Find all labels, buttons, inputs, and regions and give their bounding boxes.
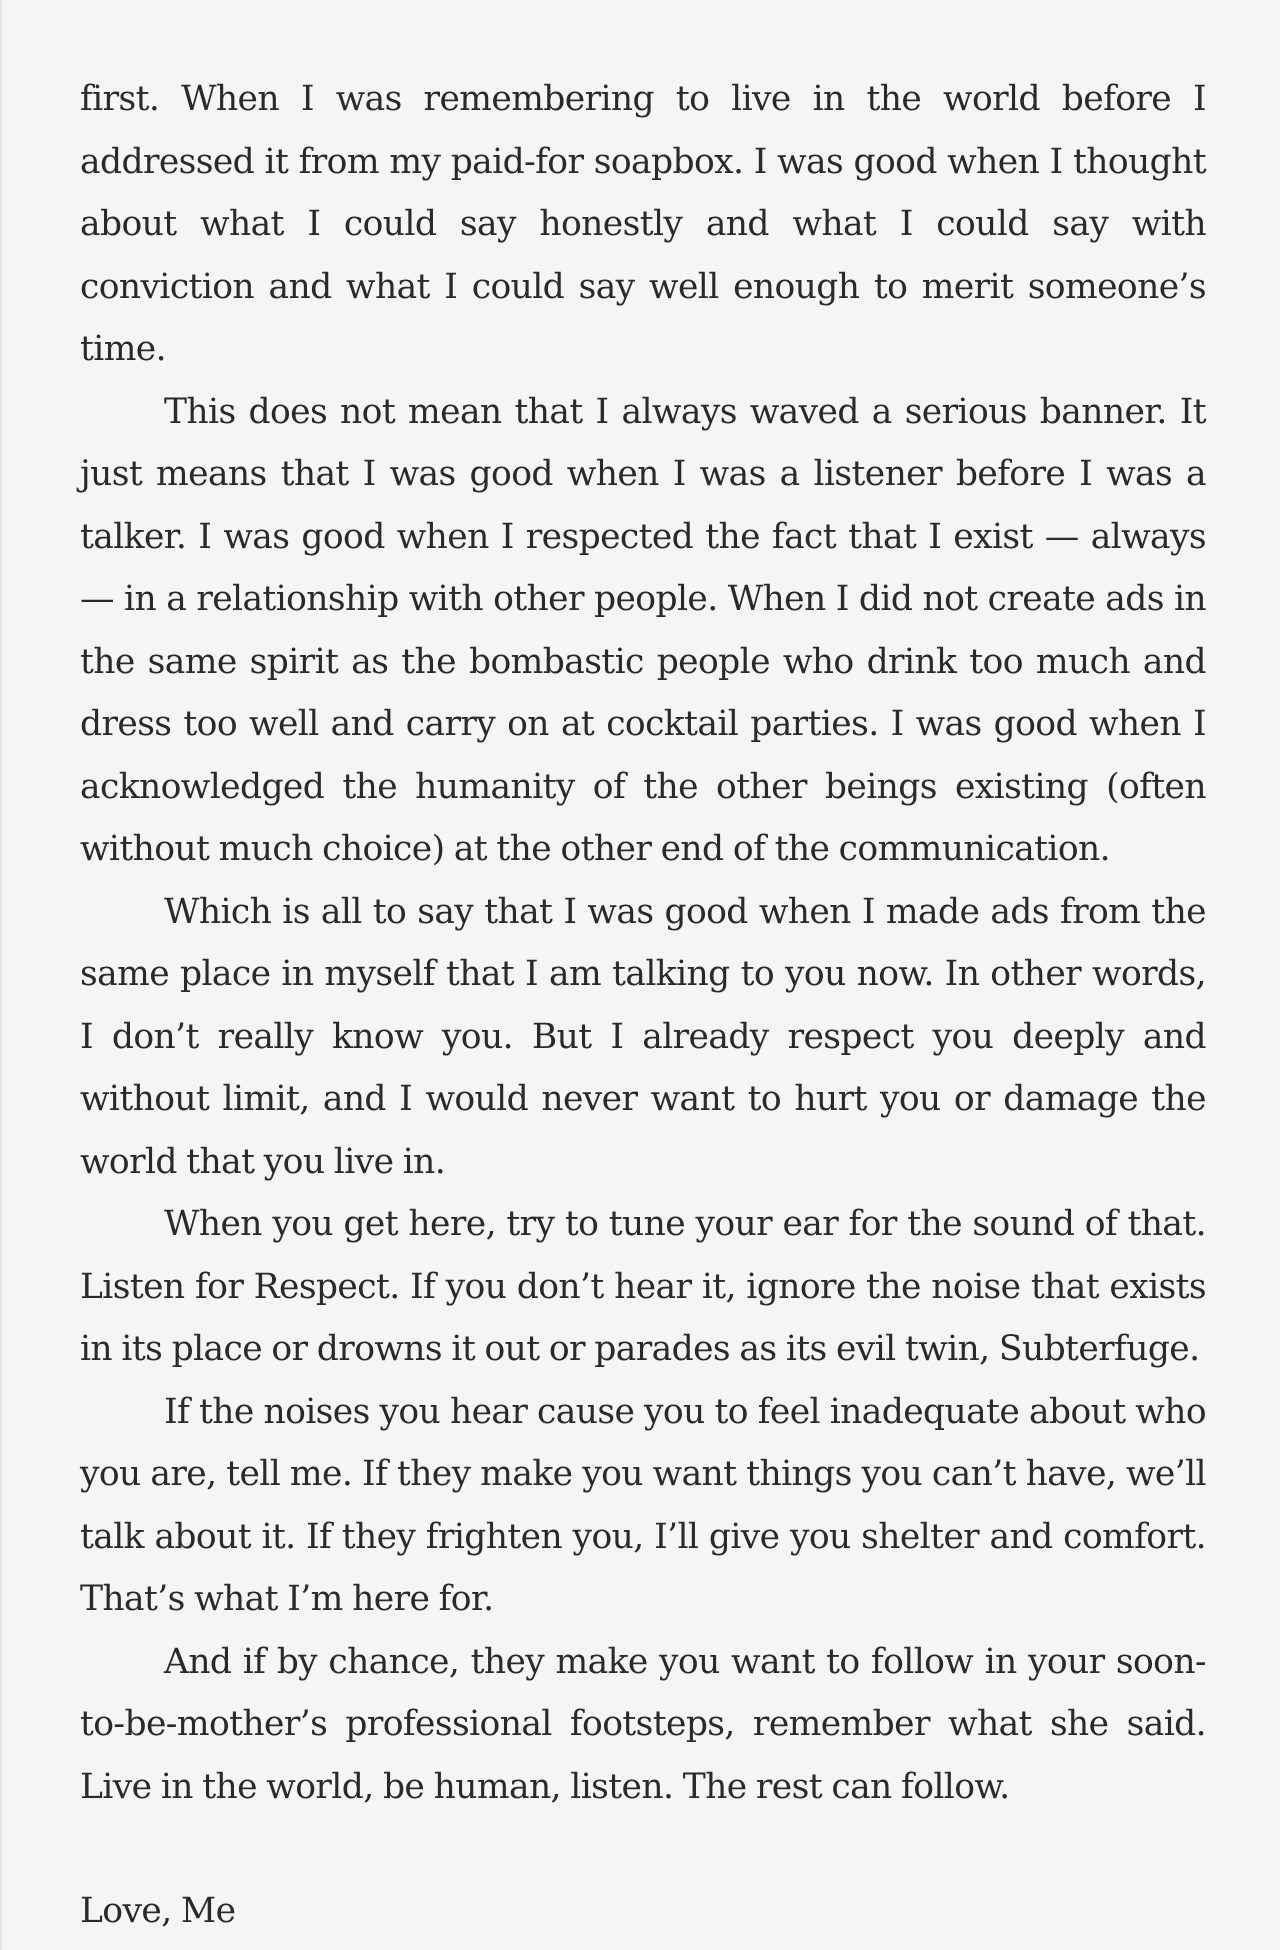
signoff: Love, Me [80, 1891, 236, 1931]
paragraph-6: And if by chance, they make you want to follow in your soon-to-be-mother’s professional footsteps, remember what she said. Live in the world, be human, listen. The rest can follow. [80, 1641, 1206, 1807]
paragraph-3: Which is all to say that I was good when I made ads from the same place in myself that I am talking to you now. In other words, I don’t really know you. But I already respect you deeply and without limit, and I would never want to hurt you or damage the world that you live in. [80, 891, 1206, 1182]
paragraph-4: When you get here, try to tune your ear for the sound of that. Listen for Respect. If you don’t hear it, ignore the noise that exists in its place or drowns it out or parades as its evil twin, Subterfuge. [80, 1204, 1206, 1369]
paragraph-1: first. When I was remembering to live in the world before I addressed it from my paid-for soapbox. I was good when I thought about what I could say honestly and what I could say with conviction and what I could say well enough to merit someone’s time. [80, 79, 1206, 369]
paragraph-2: This does not mean that I always waved a serious banner. It just means that I was good when I was a listener before I was a talker. I was good when I respected the fact that I exist — always — in a relationship with other people. When I did not create ads in the same spirit as the bombastic people who drink too much and dress too well and carry on at cocktail parties. I was good when I acknowledged the humanity of the other beings existing (often without much choice) at the other end of the communication. [80, 391, 1206, 869]
paragraph-5: If the noises you hear cause you to feel inadequate about who you are, tell me. If they make you want things you can’t have, we’ll talk about it. If they frighten you, I’ll give you shelter and comfort. That’s what I’m here for. [80, 1391, 1206, 1619]
body-text [80, 68, 1206, 1943]
